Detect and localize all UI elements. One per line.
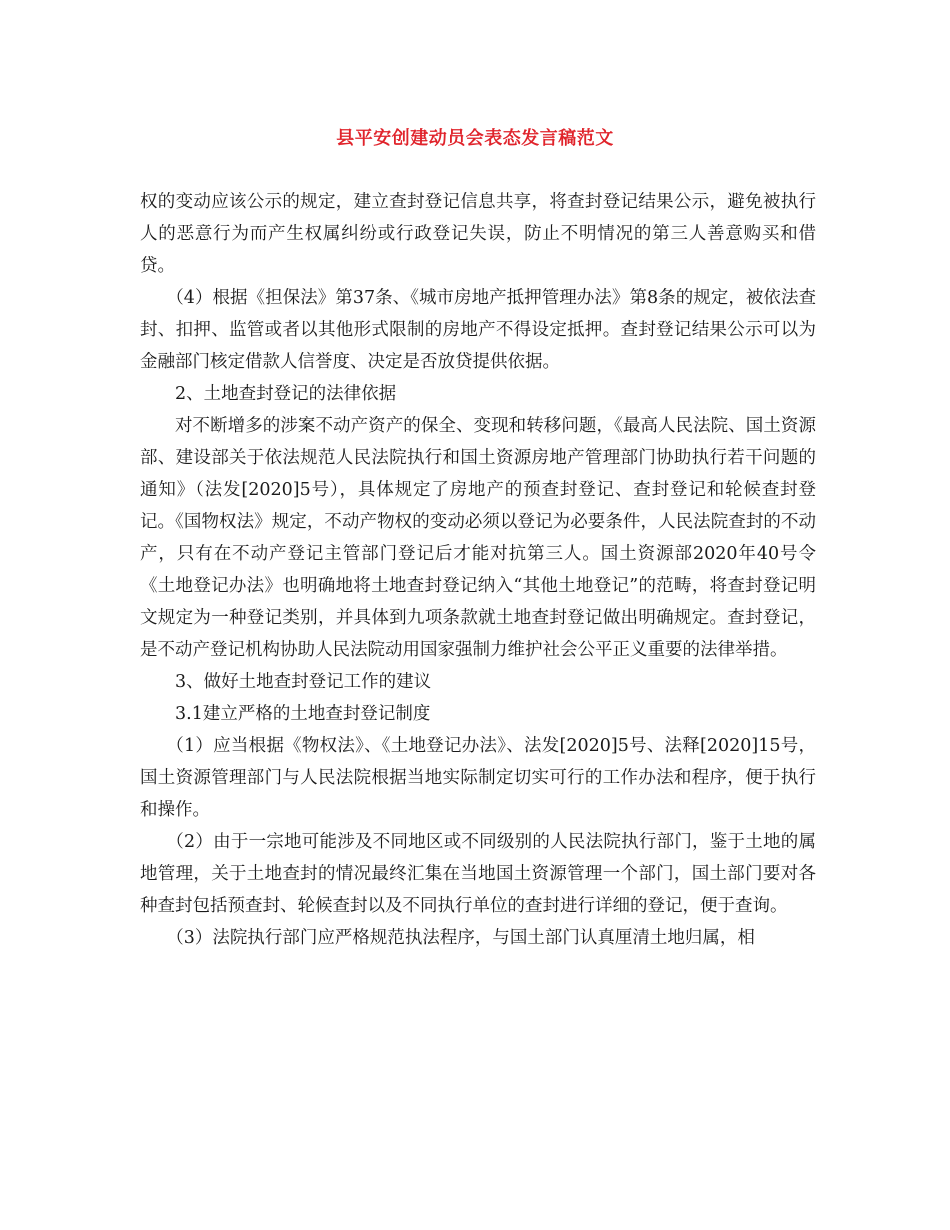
section-heading: 3、做好土地查封登记工作的建议 <box>175 672 432 692</box>
paragraph: （4）根据《担保法》第37条、《城市房地产抵押管理办法》第8条的规定，被依法查封、扣押、监管或者以其他形式限制的房地产不得设定抵押。查封登记结果公示可以为金融部门核定借款人信誉度、决定是否放贷提供依据。 <box>140 288 816 372</box>
paragraph: （2）由于一宗地可能涉及不同地区或不同级别的人民法院执行部门，鉴于土地的属地管理，关于土地查封的情况最终汇集在当地国土资源管理一个部门，国土部门要对各种查封包括预查封、轮候查封以及不同执行单位的查封进行详细的登记，便于查询。 <box>140 832 816 916</box>
paragraph: 对不断增多的涉案不动产资产的保全、变现和转移问题，《最高人民法院、国土资源部、建设部关于依法规范人民法院执行和国土资源房地产管理部门协助执行若干问题的通知》（法发[2020]5号），具体规定了房地产的预查封登记、查封登记和轮候查封登记。《国物权法》规定，不动产物权的变动必须以登记为必要条件，人民法院查封的不动产，只有在不动产登记主管部门登记后才能对抗第三人。国土资源部2020年40号令《土地登记办法》也明确地将土地查封登记纳入“其他土地登记”的范畴，将查封登记明文规定为一种登记类别，并具体到九项条款就土地查封登记做出明确规定。查封登记，是不动产登记机构协助人民法院动用国家强制力维护社会公平正义重要的法律举措。 <box>140 416 816 660</box>
paragraph: （1）应当根据《物权法》、《土地登记办法》、法发[2020]5号、法释[2020]15号，国土资源管理部门与人民法院根据当地实际制定切实可行的工作办法和程序，便于执行和操作。 <box>140 736 816 820</box>
paragraph: （3）法院执行部门应严格规范执法程序，与国土部门认真厘清土地归属，相 <box>166 928 755 948</box>
section-heading: 2、土地查封登记的法律依据 <box>175 384 397 404</box>
subsection-heading: 3.1建立严格的土地查封登记制度 <box>175 704 431 724</box>
paragraph: 权的变动应该公示的规定，建立查封登记信息共享，将查封登记结果公示，避免被执行人的恶意行为而产生权属纠纷或行政登记失误，防止不明情况的第三人善意购买和借贷。 <box>140 192 816 276</box>
document-body <box>140 186 816 954</box>
document-title: 县平安创建动员会表态发言稿范文 <box>336 128 614 149</box>
